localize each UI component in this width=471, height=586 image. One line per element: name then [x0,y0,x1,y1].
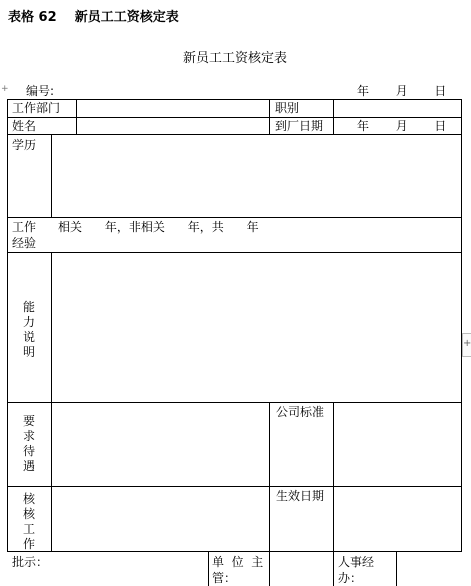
dept-value[interactable] [78,100,268,116]
position-value[interactable] [335,100,460,116]
experience-label-line2: 经验 [12,236,37,250]
hr-label-line1: 人事经 [338,555,375,569]
join-date-label: 到厂日期 [275,119,324,133]
ability-value[interactable] [53,254,460,400]
assess-value[interactable] [53,488,267,550]
form-title: 新员工工资核定表 [182,51,287,66]
company-standard-value[interactable] [335,404,460,484]
name-value[interactable] [78,118,268,133]
table-caption: 表格 62 新员工工资核定表 [8,10,179,25]
effective-date-value[interactable] [335,488,460,550]
name-label: 姓名 [12,119,37,133]
effective-date-label: 生效日期 [276,489,325,503]
dept-label: 工作部门 [12,101,61,115]
approval-label: 批示： [12,555,49,569]
experience-value[interactable]: 相关 年，非相关 年，共 年 [58,220,259,234]
assess-label: 核 核 工 作 [22,492,35,551]
join-date-value[interactable]: 年 月 日 [357,119,447,133]
company-standard-label: 公司标准 [276,405,325,419]
education-value[interactable] [53,136,460,216]
education-label: 学历 [12,138,37,152]
treatment-label: 要 求 待 遇 [22,414,35,473]
position-label: 职别 [275,101,300,115]
number-label: 编号: [26,84,55,98]
hr-label-line2: 办： [338,571,363,585]
unit-supervisor-label-line2: 管： [212,571,237,585]
header-date-label: 年 月 日 [357,84,447,98]
expand-handle-icon[interactable]: + [462,333,471,357]
row-marker-icon: + [1,84,9,94]
treatment-value[interactable] [53,404,267,484]
experience-label-line1: 工作 [12,220,37,234]
ability-label: 能 力 说 明 [22,300,35,359]
unit-supervisor-label-line1: 单 位 主 [212,555,264,569]
